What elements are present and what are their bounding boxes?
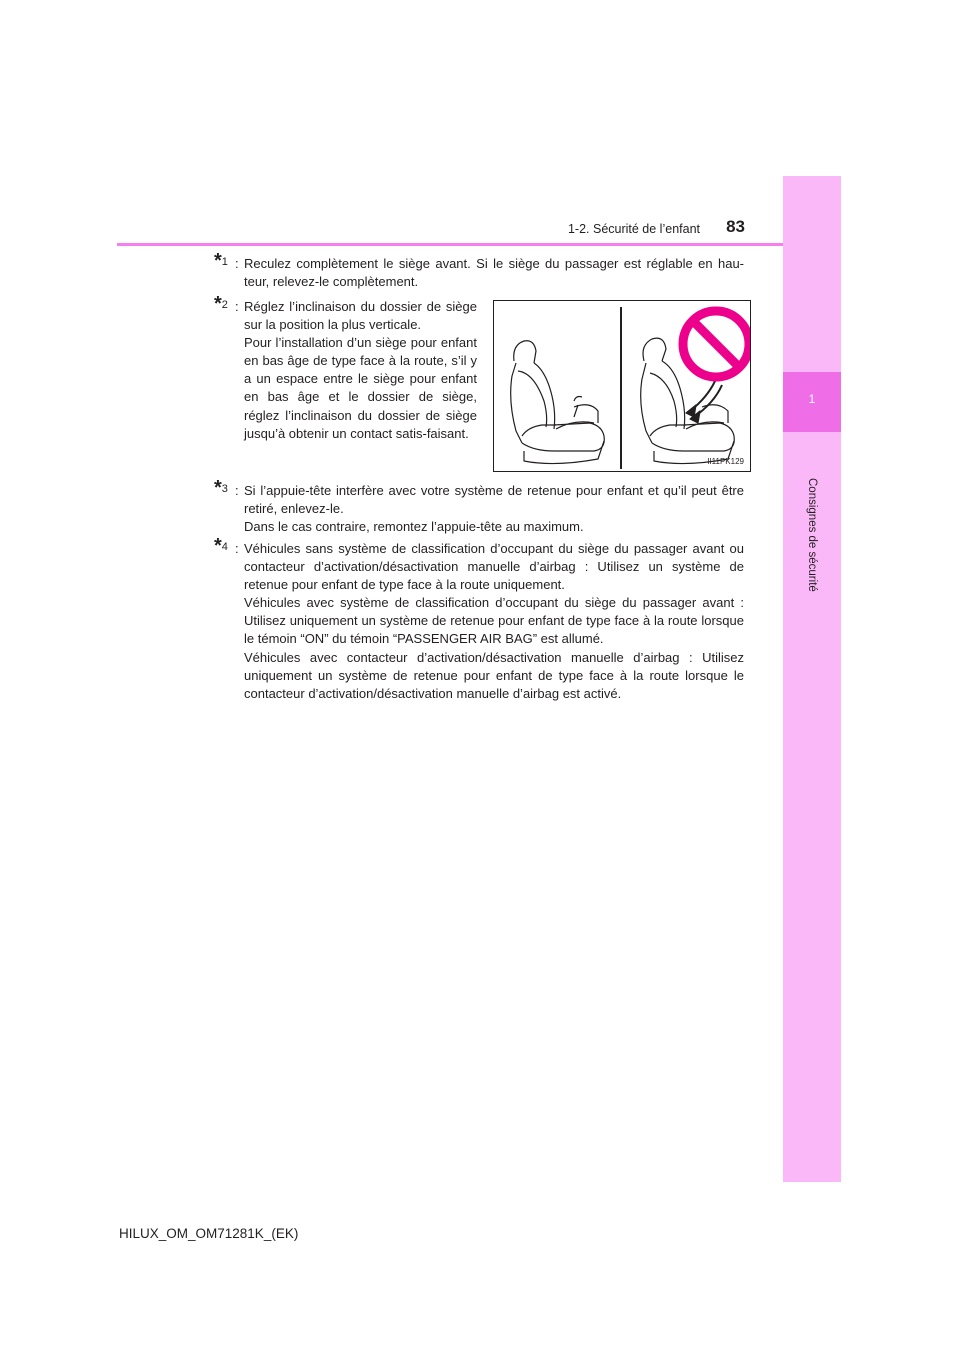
note-3: *3 : Si l’appuie-tête interfère avec votre système de retenue pour enfant et qu’il peut être retiré, enlevez-le. Dans le cas contraire, remontez l’appuie-tête au maximum. bbox=[214, 482, 744, 536]
figure-code: II11PK129 bbox=[707, 457, 744, 466]
note-text: Reculez complètement le siège avant. Si le siège du passager est réglable en hau-teur, relevez-le complètement. bbox=[244, 256, 744, 290]
note-text: Si l’appuie-tête interfère avec votre système de retenue pour enfant et qu’il peut être retiré, enlevez-le. bbox=[244, 483, 744, 517]
note-2: *2 : Réglez l’inclinaison du dossier de siège sur la position la plus verticale. Pour l’installation d’un siège pour enfant en bas âge de type face à la route, s’il y a un espace entre le siège pour enfant en bas âge et le dossier de siège, réglez l’inclinaison du dossier de siège jusqu’à obtenir un contact satis-faisant. bbox=[214, 298, 477, 443]
note-4: *4 : Véhicules sans système de classification d’occupant du siège du passager avant ou contacteur d’activation/désactivation manuelle d’airbag : Utilisez un système de retenue pour enfant de type face à la route uniquement. Véhicules avec système de classification d’occupant du siège du passager avant : Utilisez uniquement un système de retenue pour enfant de type face à la route lorsque le témoin “ON” du témoin “PASSENGER AIR BAG” est allumé. Véhicules avec contacteur d’activation/désactivation manuelle d’airbag : Utilisez uniquement un système de retenue pour enfant de type face à la route lorsque le contacteur d’activation/désactivation manuelle d’airbag est activé. bbox=[214, 540, 744, 703]
chapter-label: Consignes de sécurité bbox=[806, 478, 818, 592]
note-text: Véhicules avec contacteur d’activation/désactivation manuelle d’airbag : Utilisez uniquement un système de retenue pour enfant de type face à la route lorsque le contacteur d’activation/désactivation manuelle d’airbag est activé. bbox=[244, 649, 744, 701]
note-marker: *2 bbox=[214, 293, 228, 315]
document-id: HILUX_OM_OM71281K_(EK) bbox=[119, 1226, 299, 1241]
upright-seat-icon bbox=[511, 341, 605, 464]
note-marker: *3 bbox=[214, 477, 228, 499]
side-tab bbox=[783, 176, 841, 1182]
chapter-number: 1 bbox=[783, 372, 841, 432]
seat-illustration bbox=[493, 300, 751, 472]
header-rule bbox=[117, 243, 783, 246]
note-text: Véhicules sans système de classification d’occupant du siège du passager avant ou contacteur d’activation/désactivation manuelle d’airbag : Utilisez un système de retenue pour enfant de type face à la route uniquement. bbox=[244, 541, 744, 593]
note-text: Dans le cas contraire, remontez l’appuie-tête au maximum. bbox=[244, 519, 584, 535]
note-marker: *1 bbox=[214, 250, 228, 272]
note-text: Réglez l’inclinaison du dossier de siège sur la position la plus verticale. bbox=[244, 299, 477, 333]
note-1: *1 : Reculez complètement le siège avant. Si le siège du passager est réglable en hau-teur, relevez-le complètement. bbox=[214, 255, 744, 291]
section-title: 1-2. Sécurité de l’enfant bbox=[567, 222, 700, 236]
note-marker: *4 bbox=[214, 535, 228, 557]
note-text: Véhicules avec système de classification d’occupant du siège du passager avant : Utilisez uniquement un système de retenue pour enfant de type face à la route lorsque le témoin “ON” du témoin “PASSENGER AIR BAG” est allumé. bbox=[244, 595, 744, 647]
page-number: 83 bbox=[726, 217, 745, 236]
note-text: Pour l’installation d’un siège pour enfant en bas âge de type face à la route, s’il y a un espace entre le siège pour enfant en bas âge et le dossier de siège, réglez l’inclinaison du dossier de siège jusqu’à obtenir un contact satis-faisant. bbox=[244, 335, 477, 441]
prohibited-icon bbox=[683, 311, 749, 377]
